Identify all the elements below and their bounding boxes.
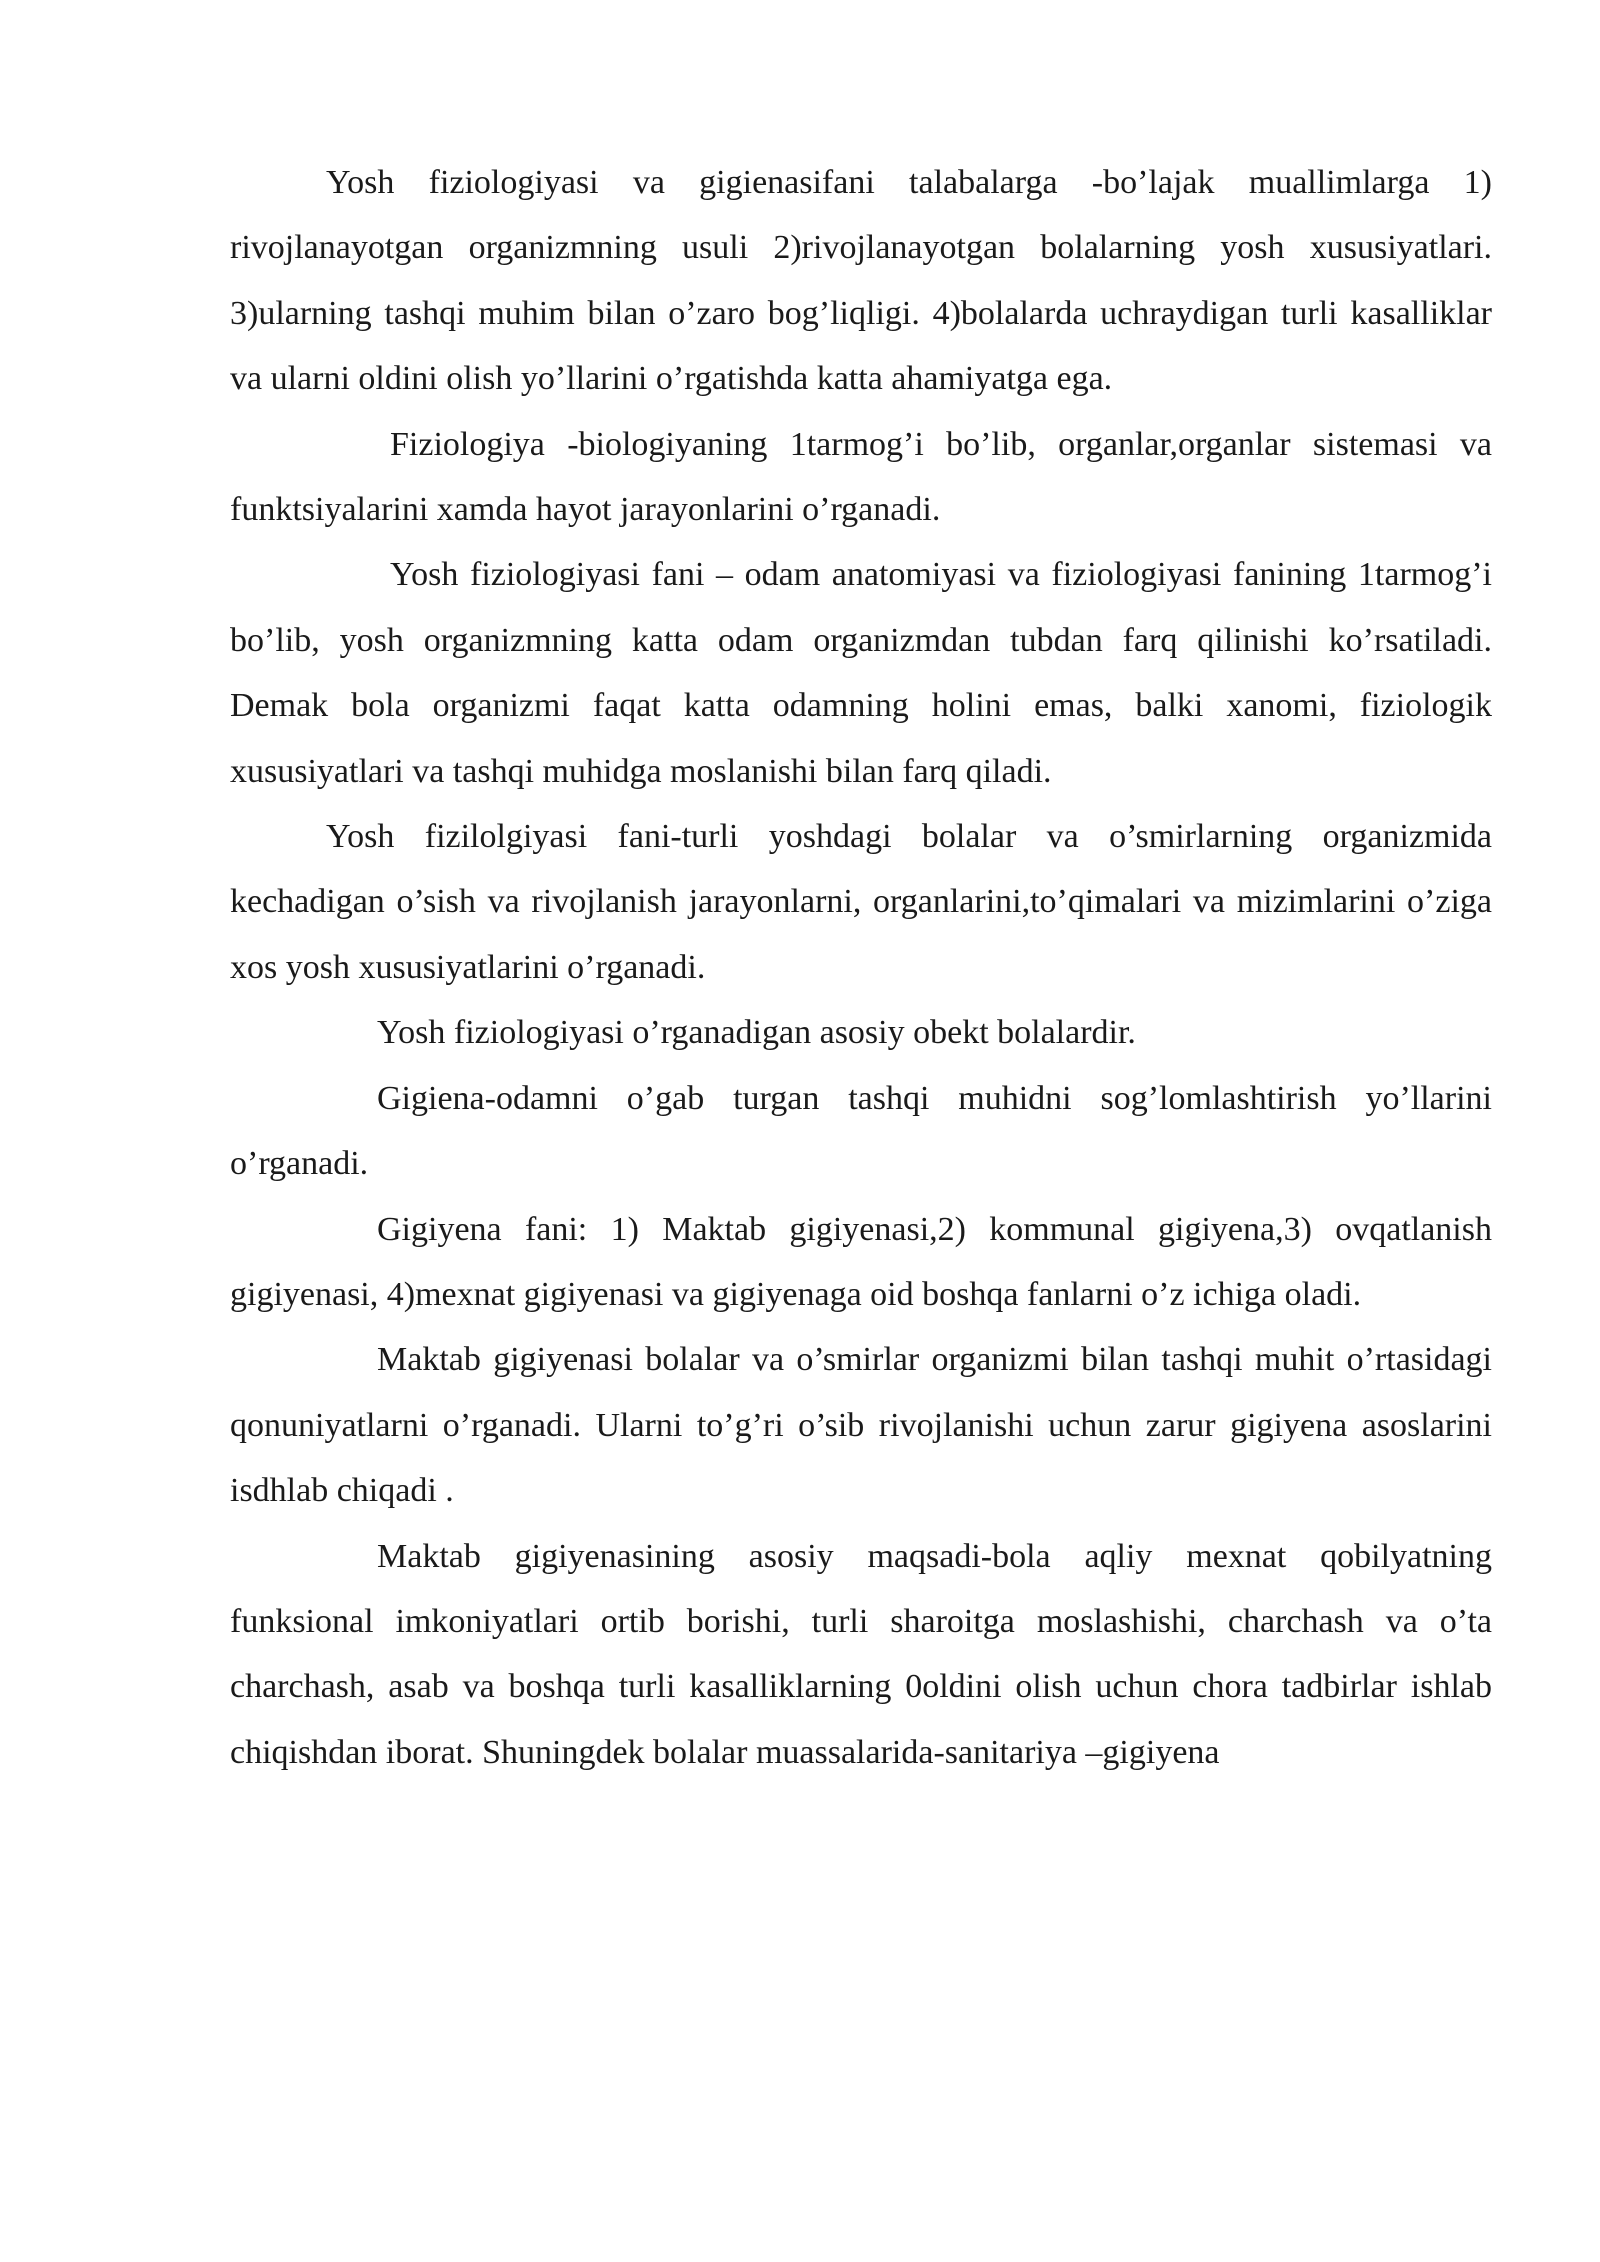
paragraph-7: Gigiyena fani: 1) Maktab gigiyenasi,2) kommunal gigiyena,3) ovqatlanish gigiyenasi, 4)mexnat gigiyenasi va gigiyenaga oid boshqa fanlarni o’z ichiga oladi.: [230, 1210, 1492, 1313]
paragraph-5: Yosh fiziologiyasi o’rganadigan asosiy obekt bolalardir.: [377, 1014, 1136, 1052]
paragraph-9: Maktab gigiyenasining asosiy maqsadi-bola aqliy mexnat qobilyatning funksional imkoniyatlari ortib borishi, turli sharoitga moslashishi, charchash va o’ta charchash, asab va boshqa turli kasalliklarning 0oldini olish uchun chora tadbirlar ishlab chiqishdan iborat. Shuningdek bolalar muassalarida-sanitariya –gigiyena: [230, 1537, 1492, 1771]
paragraph-4: Yosh fizilolgiyasi fani-turli yoshdagi bolalar va o’smirlarning organizmida kechadigan o’sish va rivojlanish jarayonlarni, organlarini,to’qimalari va mizimlarini o’ziga xos yosh xususiyatlarini o’rganadi.: [230, 818, 1492, 986]
document-body: [230, 150, 1492, 1785]
paragraph-1: Yosh fiziologiyasi va gigienasifani talabalarga -bo’lajak muallimlarga 1) rivojlanayotgan organizmning usuli 2)rivojlanayotgan bolalarning yosh xususiyatlari. 3)ularning tashqi muhim bilan o’zaro bog’liqligi. 4)bolalarda uchraydigan turli kasalliklar va ularni oldini olish yo’llarini o’rgatishda katta ahamiyatga ega.: [230, 164, 1492, 398]
paragraph-2: Fiziologiya -biologiyaning 1tarmog’i bo’lib, organlar,organlar sistemasi va funktsiyalarini xamda hayot jarayonlarini o’rganadi.: [230, 425, 1492, 529]
paragraph-6: Gigiena-odamni o’gab turgan tashqi muhidni sog’lomlashtirish yo’llarini o’rganadi.: [230, 1079, 1492, 1183]
paragraph-3: Yosh fiziologiyasi fani – odam anatomiyasi va fiziologiyasi fanining 1tarmog’i bo’lib, yosh organizmning katta odam organizmdan tubdan farq qilinishi ko’rsatiladi. Demak bola organizmi faqat katta odamning holini emas, balki xanomi, fiziologik xususiyatlari va tashqi muhidga moslanishi bilan farq qiladi.: [230, 556, 1492, 790]
paragraph-8: Maktab gigiyenasi bolalar va o’smirlar organizmi bilan tashqi muhit o’rtasidagi qonuniyatlarni o’rganadi. Ularni to’g’ri o’sib rivojlanishi uchun zarur gigiyena asoslarini isdhlab chiqadi .: [230, 1341, 1492, 1510]
